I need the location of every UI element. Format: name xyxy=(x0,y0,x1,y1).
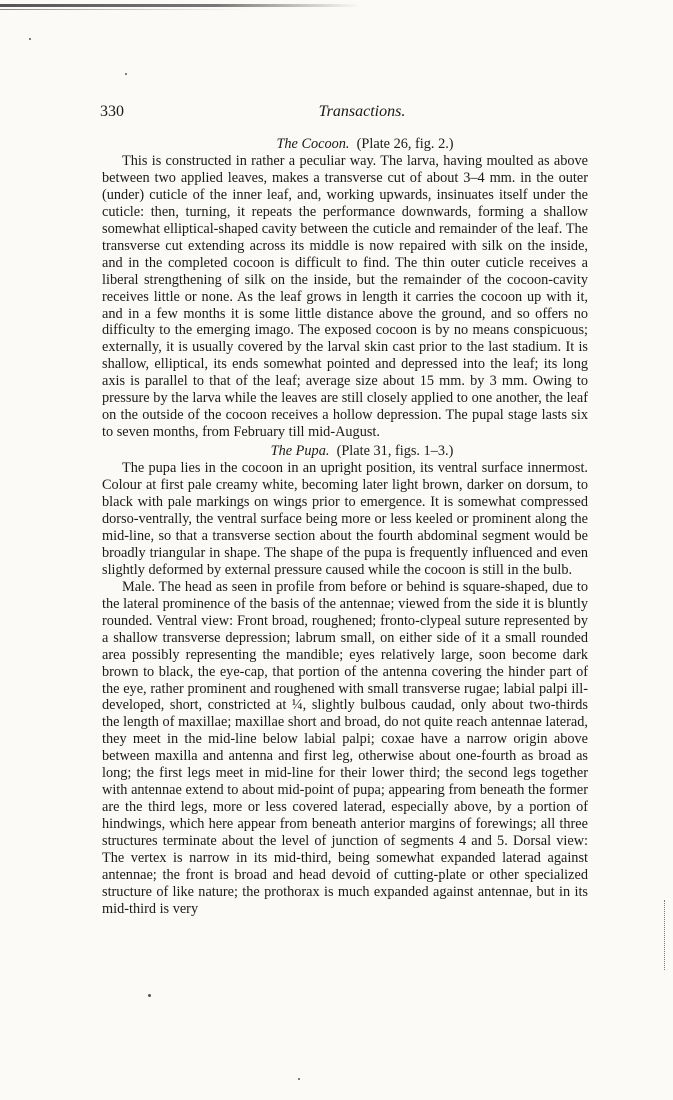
paragraph: The pupa lies in the cocoon in an upright position, its ventral surface innermost. Colour at first pale creamy white, becoming later light brown, darker on dorsum, to black with pale markings on wings prior to emergence. It is somewhat compressed dorso-ventrally, the ventral surface being more or less keeled or prominent along the mid-line, so that a transverse section about the fourth abdominal segment would be broadly triangular in shape. The shape of the pupa is frequently influenced and even slightly deformed by external pressure caused while the cocoon is still in the bulb. xyxy=(102,460,588,578)
scan-edge-line xyxy=(0,4,360,7)
scan-edge-line-thin xyxy=(0,9,250,10)
section-title: The Cocoon. xyxy=(276,136,350,152)
section-title: The Pupa. xyxy=(270,443,330,460)
paragraph: Male. The head as seen in profile from before or behind is square-shaped, due to the lateral prominence of the basis of the antennae; viewed from the side it is bluntly rounded. Ventral view: Front broad, roughened; fronto-clypeal suture represented by a shallow transverse depression; labrum small, on either side of it a small rounded area possibly representing the mandible; eyes relatively large, soon become dark brown to black, the eye-cap, that portion of the antenna covering the hinder part of the eye, rather prominent and roughened with small transverse rugae; labial palpi ill-developed, short, constricted at ¼, slightly bulbous caudad, only about two-thirds the length of maxillae; maxillae short and broad, do not quite reach antennae laterad, they meet in the mid-line below labial palpi; coxae have a narrow origin above between maxilla and antenna and first leg, otherwise about one-fourth as broad as long; the first legs meet in mid-line for their lower third; the second legs together with antennae extend to about mid-point of pupa; appearing from beneath the former are the third legs, more or less covered laterad, especially above, by a portion of hindwings, which here appear from beneath anterior margins of forewings; all three structures terminate about the level of junction of segments 4 and 5. Dorsal view: The vertex is narrow in its mid-third, being somewhat expanded laterad against antennae; the front is broad and head devoid of cutting-plate or other specialized structure of like nature; the prothorax is much expanded against antennae, but in its mid-third is very xyxy=(102,578,588,917)
paragraph: This is constructed in rather a peculiar way. The larva, having moulted as above between two applied leaves, makes a transverse cut of about 3–4 mm. in the outer (under) cuticle of the inner leaf, and, working upwards, insinuates itself under the cuticle: then, turning, it repeats the performance downwards, forming a shallow somewhat elliptical-shaped cavity between the cuticle and remainder of the leaf. The transverse cut extending across its middle is now repaired with silk on the inside, and in the completed cocoon is difficult to find. The thin outer cuticle receives a liberal strengthening of silk on the inside, but the remainder of the cocoon-cavity receives little or none. As the leaf grows in length it carries the cocoon up with it, and in a few months it is some little distance above the ground, and so offers no difficulty to the emerging imago. The exposed cocoon is by no means conspicuous; externally, it is usually covered by the larval skin cast prior to the last stadium. It is shallow, elliptical, its ends somewhat pointed and depressed into the leaf; its long axis is parallel to that of the leaf; average size about 15 mm. by 3 mm. Owing to pressure by the larva while the leaves are still closely applied to one another, the leaf on the outside of the cocoon receives a hollow depression. The pupal stage lasts six to seven months, from February till mid-August. xyxy=(102,152,588,441)
section-heading-cocoon xyxy=(102,136,588,153)
scan-speck xyxy=(298,1078,300,1080)
section-heading-pupa xyxy=(102,443,588,460)
running-head: Transactions. xyxy=(318,103,406,120)
scan-speck xyxy=(29,38,31,40)
scan-speck xyxy=(125,73,127,75)
section-reference: (Plate 31, figs. 1–3.) xyxy=(336,443,454,460)
page-number: 330 xyxy=(100,103,124,120)
page-header xyxy=(100,103,588,123)
scan-speck xyxy=(148,994,151,997)
margin-mark xyxy=(664,900,667,970)
page-body xyxy=(102,136,588,918)
section-reference: (Plate 26, fig. 2.) xyxy=(356,136,454,152)
